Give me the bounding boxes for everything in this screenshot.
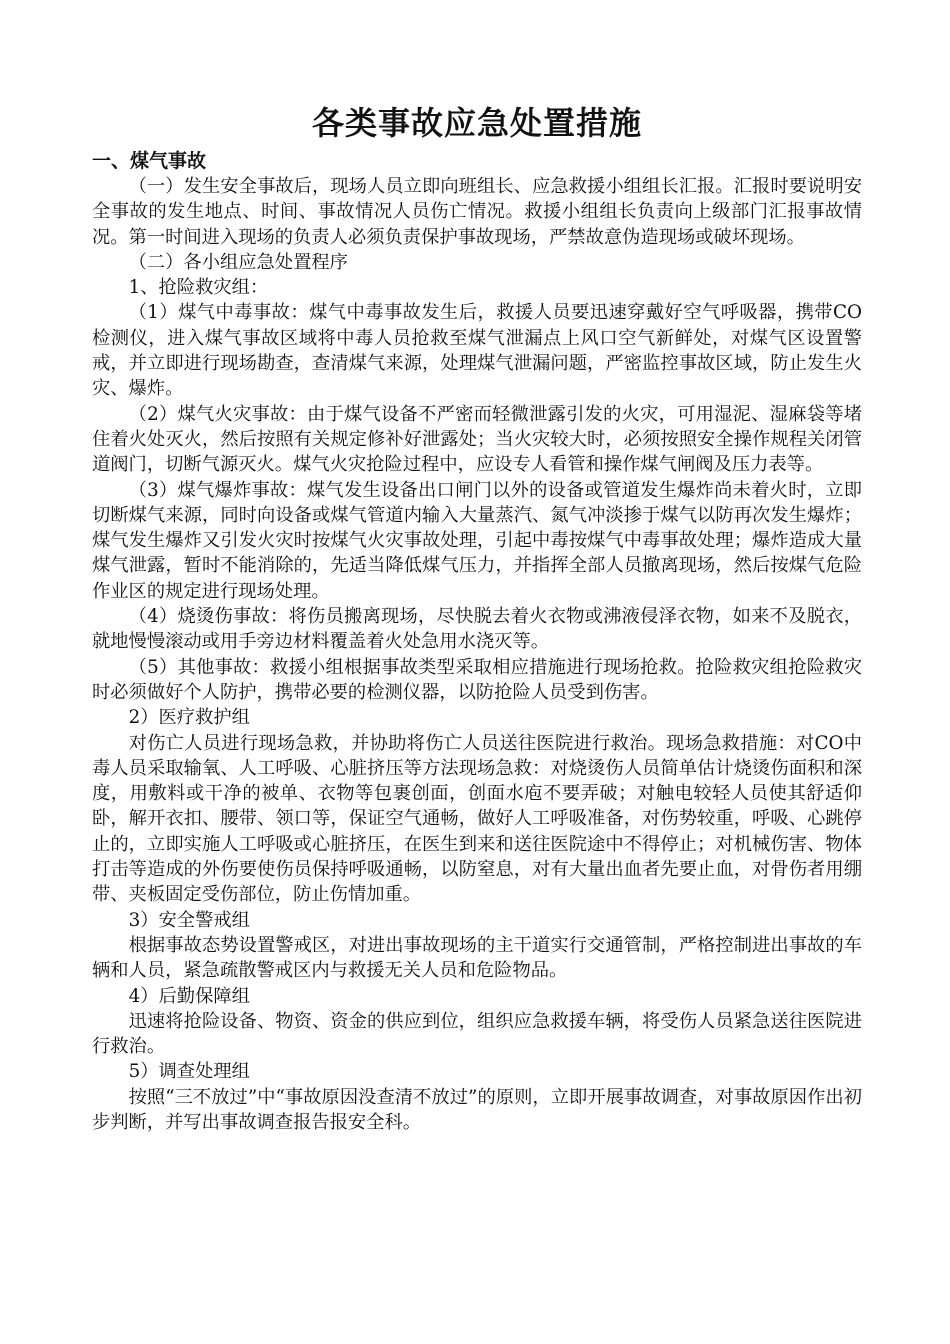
subheading-investigation-group: 5）调查处理组 [128,1061,250,1083]
paragraph-investigation: 按照“三不放过”中“事故原因没查清不放过”的原则，立即开展事故调查，对事故原因作出初步判断，并写出事故调查报告报安全科。 [92,1086,862,1133]
subheading-medical-group: 2）医疗救护组 [128,707,250,729]
section-heading-gas-accident: 一、煤气事故 [92,150,207,172]
subheading-rescue-group: 1、抢险救灾组： [128,277,269,299]
paragraph-gas-fire: （2）煤气火灾事故：由于煤气设备不严密而轻微泄露引发的火灾，可用湿泥、湿麻袋等堵住着火处灭火，然后按照有关规定修补好泄露处；当火灾较大时，必须按照安全操作规程关闭管道阀门，切断气源灭火。煤气火灾抢险过程中，应设专人看管和操作煤气闸阀及压力表等。 [92,403,862,476]
document-title: 各类事故应急处置措施 [311,104,642,142]
subheading-logistics-group: 4）后勤保障组 [128,985,250,1007]
paragraph-security: 根据事故态势设置警戒区，对进出事故现场的主干道实行交通管制，严格控制进出事故的车辆和人员，紧急疏散警戒区内与救援无关人员和危险物品。 [92,934,862,982]
paragraph-gas-poisoning: （1）煤气中毒事故：煤气中毒事故发生后，救援人员要迅速穿戴好空气呼吸器，携带CO检测仪，进入煤气事故区域将中毒人员抢救至煤气泄漏点上风口空气新鲜处，对煤气区设置警戒，并立即进行现场勘查，查清煤气来源，处理煤气泄漏问题，严密监控事故区域，防止发生火灾、爆炸。 [92,302,862,400]
paragraph-medical-aid: 对伤亡人员进行现场急救，并协助将伤亡人员送往医院进行救治。现场急救措施：对CO中毒人员采取输氧、人工呼吸、心脏挤压等方法现场急救：对烧烫伤人员简单估计烧烫伤面积和深度，用敷料或干净的被单、衣物等包裹创面，创面水庖不要弄破；对触电较轻人员使其舒适仰卧，解开衣扣、腰带、领口等，保证空气通畅，做好人工呼吸准备，对伤势较重，呼吸、心跳停止的，立即实施人工呼吸或心脏挤压，在医生到来和送往医院途中不得停止；对机械伤害、物体打击等造成的外伤要使伤员保持呼吸通畅，以防窒息，对有大量出血者先要止血，对骨伤者用绷带、夹板固定受伤部位，防止伤情加重。 [92,732,862,906]
paragraph-burn-injury: （4）烧烫伤事故：将伤员搬离现场，尽快脱去着火衣物或沸液侵泽衣物，如来不及脱衣，就地慢慢滚动或用手旁边材料覆盖着火处急用水浇灭等。 [92,606,862,653]
paragraph-other-accidents: （5）其他事故：救援小组根据事故类型采取相应措施进行现场抢救。抢险救灾组抢险救灾时必须做好个人防护，携带必要的检测仪器，以防抢险人员受到伤害。 [92,656,862,703]
subheading-group-procedures: （二）各小组应急处置程序 [128,251,348,273]
paragraph-report-procedure: （一）发生安全事故后，现场人员立即向班组长、应急救援小组组长汇报。汇报时要说明安全事故的发生地点、时间、事故情况人员伤亡情况。救援小组组长负责向上级部门汇报事故情况。第一时间进入现场的负责人必须负责保护事故现场，严禁故意伪造现场或破坏现场。 [92,176,862,248]
document-page [92,100,862,1135]
paragraph-gas-explosion: （3）煤气爆炸事故：煤气发生设备出口闸门以外的设备或管道发生爆炸尚未着火时，立即切断煤气来源，同时向设备或煤气管道内输入大量蒸汽、氮气冲淡掺于煤气以防再次发生爆炸；煤气发生爆炸又引发火灾时按煤气火灾事故处理，引起中毒按煤气中毒事故处理；爆炸造成大量煤气泄露，暂时不能消除的，先适当降低煤气压力，并指挥全部人员撤离现场，然后按煤气危险作业区的规定进行现场处理。 [92,479,862,602]
paragraph-logistics: 迅速将抢险设备、物资、资金的供应到位，组织应急救援车辆，将受伤人员紧急送往医院进行救治。 [92,1010,862,1058]
subheading-security-group: 3）安全警戒组 [128,909,250,931]
